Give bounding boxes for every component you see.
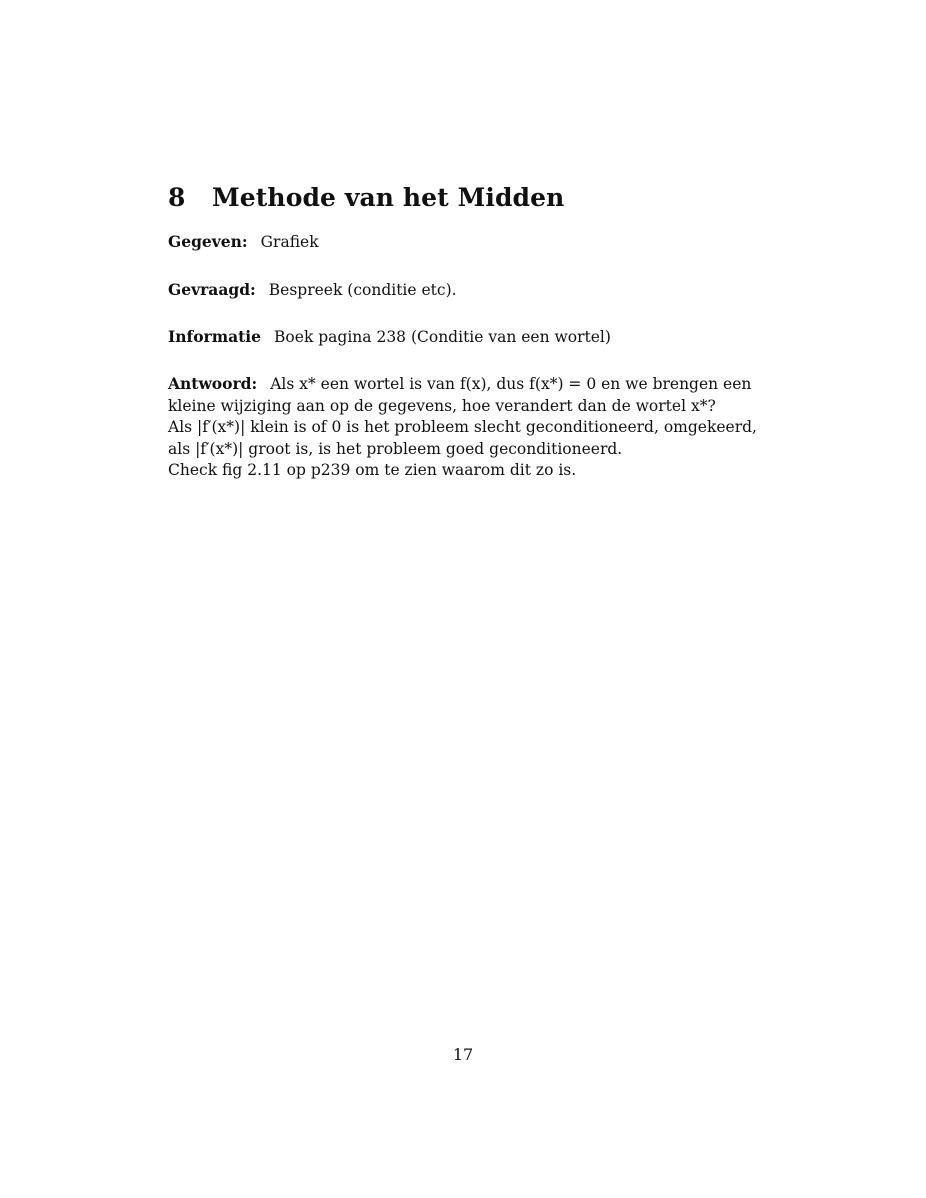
informatie-text: Boek pagina 238 (Conditie van een wortel): [274, 328, 611, 346]
gegeven-text: Grafiek: [260, 233, 319, 251]
antwoord-line-5: Check fig 2.11 op p239 om te zien waarom dit zo is.: [168, 461, 577, 479]
section-heading: [168, 183, 564, 212]
gevraagd-paragraph: [168, 279, 768, 302]
gegeven-label: Gegeven:: [168, 232, 248, 251]
antwoord-label: Antwoord:: [168, 374, 258, 393]
antwoord-line-1: [168, 373, 768, 396]
gevraagd-label: Gevraagd:: [168, 280, 256, 299]
gevraagd-text: Bespreek (conditie etc).: [268, 281, 457, 299]
gegeven-paragraph: [168, 231, 768, 254]
page-number: 17: [452, 1045, 474, 1064]
antwoord-line-3: Als |f′(x*)| klein is of 0 is het probleem slecht geconditioneerd, omgekeerd,: [168, 418, 757, 436]
informatie-paragraph: [168, 326, 768, 349]
section-number: 8: [168, 183, 186, 212]
informatie-label: Informatie: [168, 327, 262, 346]
antwoord-line-1-text: Als x* een wortel is van f(x), dus f(x*) = 0 en we brengen een: [270, 375, 752, 393]
antwoord-line-4: als |f′(x*)| groot is, is het probleem goed geconditioneerd.: [168, 439, 623, 458]
antwoord-line-2: kleine wijziging aan op de gegevens, hoe verandert dan de wortel x*?: [168, 396, 716, 415]
antwoord-paragraph: [168, 373, 768, 482]
section-title: Methode van het Midden: [212, 183, 565, 212]
